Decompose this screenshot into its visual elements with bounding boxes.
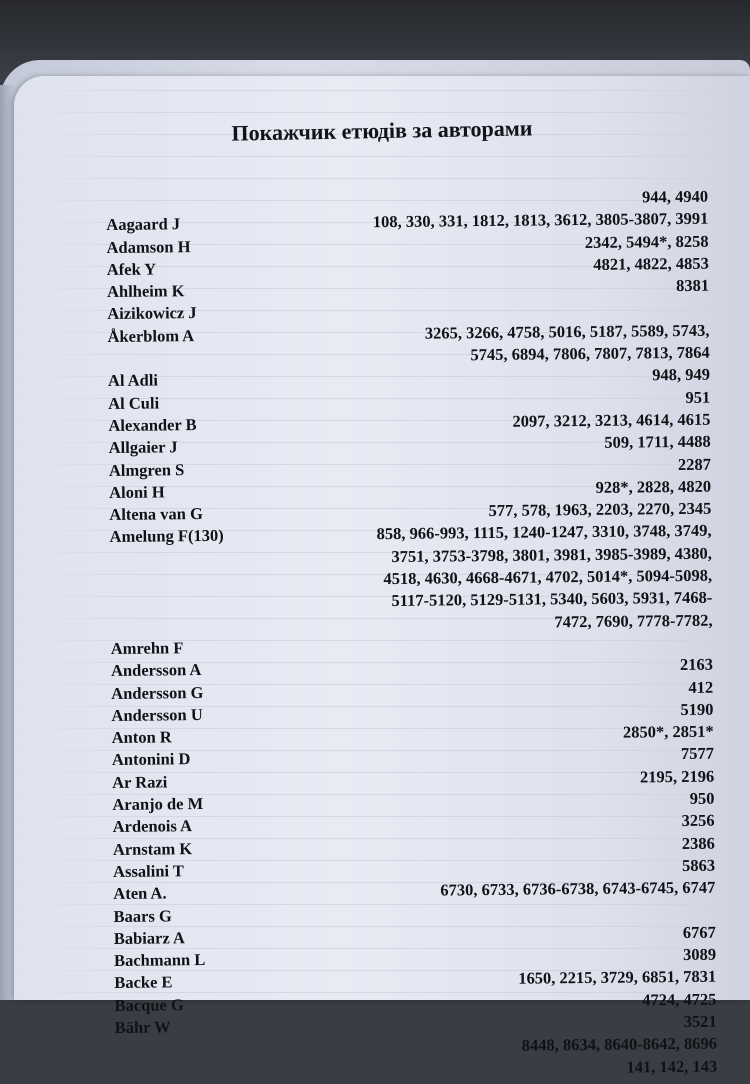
study-numbers: 951 bbox=[685, 387, 711, 407]
author-name: Ar Razi bbox=[112, 772, 168, 792]
author-name: Adamson H bbox=[106, 236, 191, 257]
study-numbers: 2097, 3212, 3213, 4614, 4615 bbox=[512, 409, 711, 431]
study-numbers: 2195, 2196 bbox=[639, 766, 715, 787]
study-numbers: 5863 bbox=[681, 855, 716, 875]
author-name: Babiarz A bbox=[113, 928, 185, 948]
study-numbers: 3751, 3753-3798, 3801, 3981, 3985-3989, 4380, bbox=[391, 543, 712, 566]
study-numbers: 5190 bbox=[680, 699, 714, 719]
author-name: Assalini T bbox=[113, 861, 184, 881]
author-name: Arnstam K bbox=[112, 838, 193, 859]
study-numbers: 412 bbox=[688, 677, 714, 697]
author-name: Bähr W bbox=[114, 1017, 171, 1037]
study-numbers: 6730, 6733, 6736-6738, 6743-6745, 6747 bbox=[440, 877, 716, 900]
author-name: Ahlheim K bbox=[106, 281, 185, 302]
author-name: Amrehn F bbox=[110, 638, 184, 658]
study-numbers: 3265, 3266, 4758, 5016, 5187, 5589, 5743, bbox=[424, 320, 710, 343]
author-name: Aagaard J bbox=[106, 214, 181, 235]
author-name: Bacque G bbox=[114, 994, 184, 1015]
study-numbers: 577, 578, 1963, 2203, 2270, 2345 bbox=[488, 498, 712, 521]
study-numbers: 3521 bbox=[683, 1011, 717, 1031]
book-page bbox=[14, 76, 750, 1077]
study-numbers: 8381 bbox=[675, 275, 710, 296]
author-name: Andersson G bbox=[111, 682, 204, 703]
study-numbers: 2850*, 2851* bbox=[622, 721, 714, 742]
study-numbers: 3089 bbox=[682, 944, 717, 965]
study-numbers: 2163 bbox=[679, 654, 714, 675]
study-numbers: 5745, 6894, 7806, 7807, 7813, 7864 bbox=[470, 342, 710, 365]
study-numbers: 6767 bbox=[682, 922, 716, 942]
author-name: Antonini D bbox=[111, 749, 191, 770]
study-numbers: 7577 bbox=[680, 744, 715, 764]
author-name: Aranjo de M bbox=[112, 794, 204, 814]
study-numbers: 5117-5120, 5129-5131, 5340, 5603, 5931, 7468- bbox=[391, 588, 713, 611]
study-numbers: 2287 bbox=[677, 454, 711, 474]
study-numbers: 141, 142, 143 bbox=[626, 1056, 718, 1077]
study-numbers: 7472, 7690, 7778-7782, bbox=[554, 610, 713, 631]
author-index-list bbox=[106, 186, 717, 1084]
study-numbers: 108, 330, 331, 1812, 1813, 3612, 3805-3807, 3991 bbox=[372, 208, 709, 232]
page-title: Покажчик етюдів за авторами bbox=[231, 115, 533, 146]
author-name: Åkerblom A bbox=[107, 325, 195, 346]
study-numbers: 509, 1711, 4488 bbox=[604, 431, 711, 453]
author-name: Aloni H bbox=[109, 482, 165, 502]
study-numbers: 4821, 4822, 4853 bbox=[593, 253, 709, 274]
author-name: Anton R bbox=[111, 727, 172, 748]
author-name: Almgren S bbox=[108, 459, 185, 480]
author-name: Aizikowicz J bbox=[107, 303, 197, 324]
author-name: Ardenois A bbox=[112, 816, 193, 837]
study-numbers: 950 bbox=[689, 788, 715, 808]
study-numbers: 2386 bbox=[681, 833, 715, 853]
author-name: Alexander B bbox=[108, 415, 197, 435]
author-name: Afek Y bbox=[106, 259, 157, 279]
author-name: Baars G bbox=[113, 905, 172, 926]
author-name: Amelung F(130) bbox=[109, 526, 224, 547]
author-name: Backe E bbox=[114, 972, 173, 993]
author-name: Al Culi bbox=[108, 393, 160, 413]
study-numbers: 858, 966-993, 1115, 1240-1247, 3310, 3748, 3749, bbox=[376, 521, 712, 544]
study-numbers: 928*, 2828, 4820 bbox=[595, 476, 712, 497]
author-name: Aten A. bbox=[113, 883, 167, 904]
author-name: Bachmann L bbox=[113, 950, 206, 971]
author-name: Al Adli bbox=[107, 370, 159, 391]
author-name: Altena van G bbox=[109, 504, 203, 525]
study-numbers: 8448, 8634, 8640-8642, 8696 bbox=[521, 1033, 718, 1055]
author-name: Allgaier J bbox=[108, 437, 178, 458]
study-numbers: 944, 4940 bbox=[641, 186, 709, 207]
study-numbers: 1650, 2215, 3729, 6851, 7831 bbox=[518, 967, 717, 989]
study-numbers: 4724, 4725 bbox=[642, 989, 717, 1010]
study-numbers: 948, 949 bbox=[652, 365, 711, 385]
study-numbers: 3256 bbox=[681, 810, 715, 831]
study-numbers: 4518, 4630, 4668-4671, 4702, 5014*, 5094-5098, bbox=[383, 565, 713, 589]
author-name: Andersson U bbox=[111, 704, 203, 725]
study-numbers: 2342, 5494*, 8258 bbox=[584, 231, 709, 252]
author-name: Andersson A bbox=[110, 660, 202, 681]
